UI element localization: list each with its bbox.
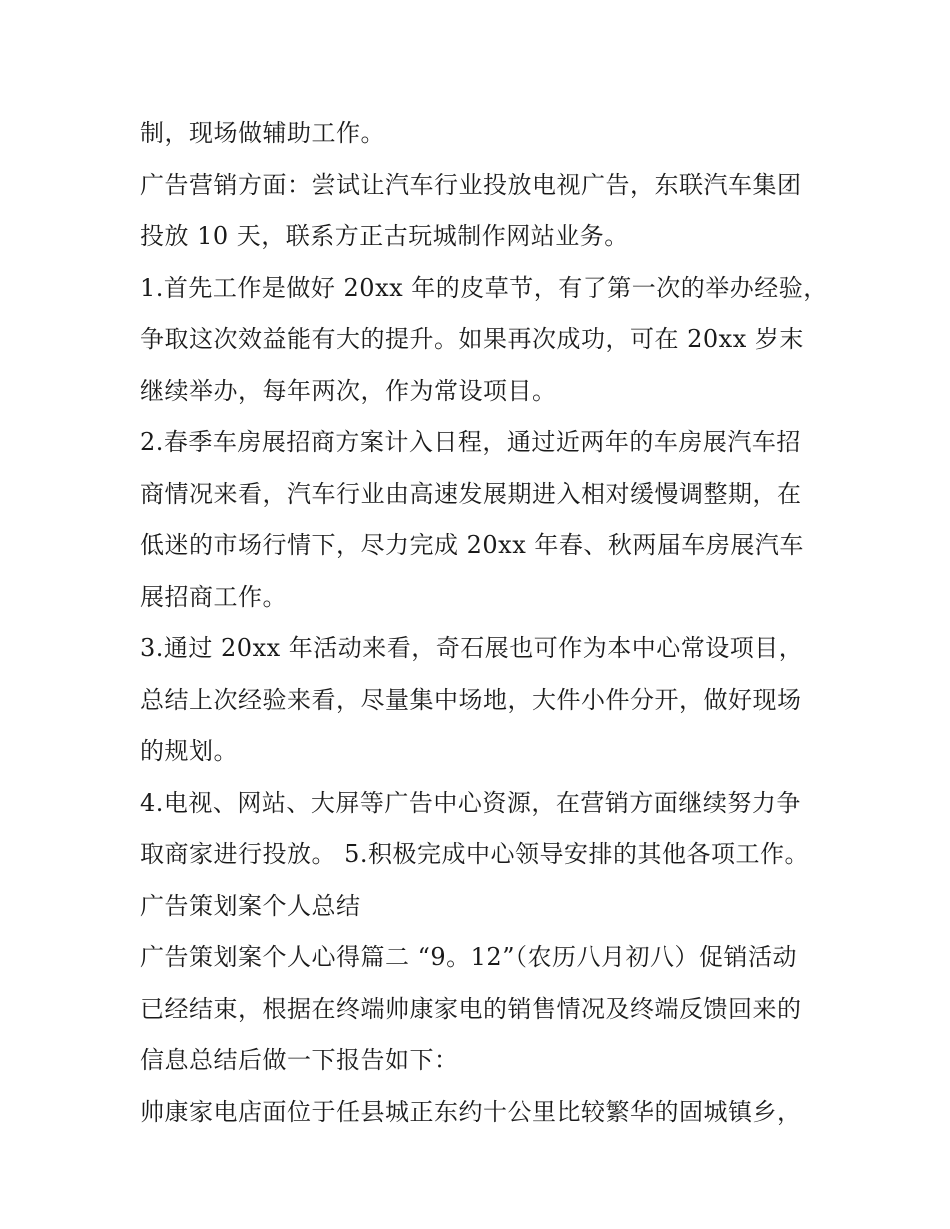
text-line: 广告营销方面：尝试让汽车行业投放电视广告，东联汽车集团	[140, 170, 802, 199]
text-line: 1.首先工作是做好 20xx 年的皮草节，有了第一次的举办经验，	[140, 273, 828, 302]
text-line: 投放 10 天，联系方正古玩城制作网站业务。	[140, 222, 629, 250]
text-line: 制，现场做辅助工作。	[140, 119, 385, 147]
text-line: 低迷的市场行情下，尽力完成 20xx 年春、秋两届车房展汽车	[140, 531, 804, 559]
text-line: 4.电视、网站、大屏等广告中心资源，在营销方面继续努力争	[140, 788, 801, 817]
text-line: 取商家进行投放。 5.积极完成中心领导安排的其他各项工作。	[140, 840, 810, 868]
text-line: 广告策划案个人心得篇二 “9。12”（农历八月初八）促销活动	[140, 943, 797, 971]
text-line: 2.春季车房展招商方案计入日程，通过近两年的车房展汽车招	[140, 428, 801, 456]
text-line: 总结上次经验来看，尽量集中场地，大件小件分开，做好现场	[140, 685, 802, 714]
text-line: 3.通过 20xx 年活动来看，奇石展也可作为本中心常设项目，	[140, 634, 804, 662]
text-line: 信息总结后做一下报告如下：	[140, 1046, 459, 1074]
section-heading: 广告策划案个人总结	[140, 891, 361, 920]
document-body	[140, 108, 828, 1138]
text-line: 的规划。	[140, 737, 238, 765]
text-line: 展招商工作。	[140, 582, 287, 611]
text-line: 继续举办，每年两次，作为常设项目。	[140, 376, 557, 405]
text-line: 争取这次效益能有大的提升。如果再次成功，可在 20xx 岁末	[140, 325, 804, 353]
text-line: 商情况来看，汽车行业由高速发展期进入相对缓慢调整期，在	[140, 479, 802, 508]
text-line: 帅康家电店面位于任县城正东约十公里比较繁华的固城镇乡，	[140, 1097, 802, 1126]
text-line: 已经结束，根据在终端帅康家电的销售情况及终端反馈回来的	[140, 994, 802, 1023]
